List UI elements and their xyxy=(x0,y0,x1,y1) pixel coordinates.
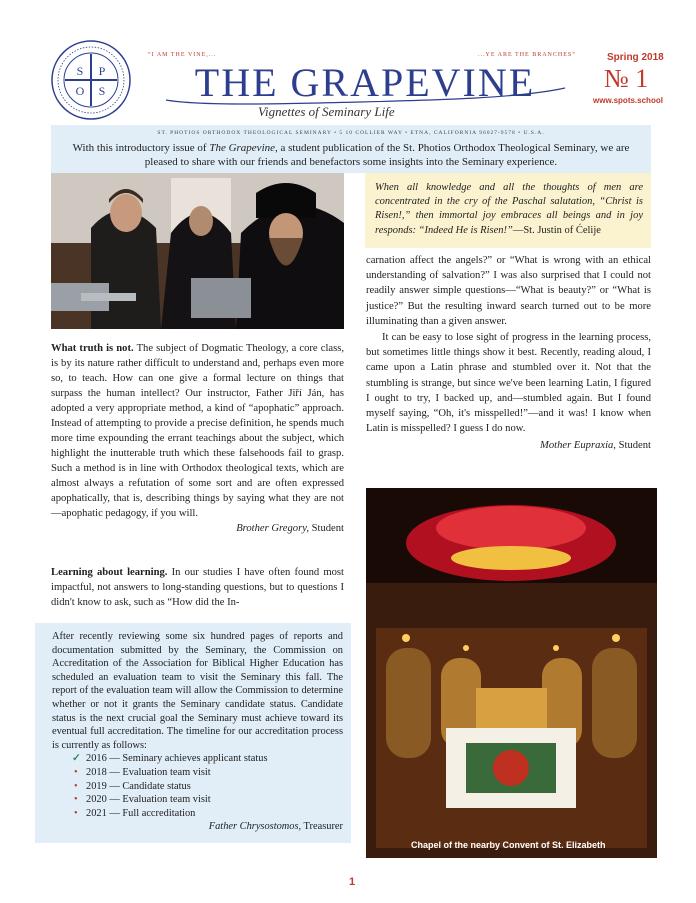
masthead-title xyxy=(160,58,570,106)
timeline-item: • 2019 — Candidate status xyxy=(74,780,191,792)
masthead-tagline-left: “I AM THE VINE,... xyxy=(148,52,217,58)
intro-band xyxy=(51,125,651,173)
timeline-item: ✓ 2016 — Seminary achieves applicant status xyxy=(72,753,268,765)
article-learning xyxy=(51,565,344,610)
timeline-item: • 2018 — Evaluation team visit xyxy=(74,766,211,778)
article-learning-body: In our studies I have often found most impactful, not answers to long-standing questions, but to questions I didn't know to ask, such as “How did the In- xyxy=(51,567,344,608)
seminary-address: ST. PHOTIOS ORTHODOX THEOLOGICAL SEMINARY • 5 10 COLLIER WAY • ETNA, CALIFORNIA 96027-9578 • U.S.A. xyxy=(157,130,545,136)
website-link[interactable]: www.spots.school xyxy=(593,96,663,105)
svg-text:S: S xyxy=(98,84,106,98)
chapel-photo xyxy=(366,488,657,858)
quote-box xyxy=(365,173,651,248)
article-truth xyxy=(51,341,344,536)
chapel-photo-image xyxy=(366,488,657,858)
photo-caption: Chapel of the nearby Convent of St. Elizabeth xyxy=(411,840,606,850)
bullet-icon: • xyxy=(74,766,78,778)
timeline-item: • 2020 — Evaluation team visit xyxy=(74,794,211,806)
article-learning-heading: Learning about learning. xyxy=(51,567,168,578)
accreditation-body: After recently reviewing some six hundred pages of reports and documentation submitted by the Seminary, the Commission on Accreditation of the Association for Biblical Higher Education has scheduled an evaluation team to visit the Seminary this fall. The report of the evaluation team will allow the Commission to determine whether or not it grants the Seminary candidate status. Candidate status is the next crucial goal the Seminary must achieve toward its eventual full accreditation. The timeline for our accreditation process is currently as follows: xyxy=(52,631,343,751)
timeline-item: • 2021 — Full accreditation xyxy=(74,807,196,819)
svg-text:S: S xyxy=(76,64,84,78)
article-learning-signature: Mother Eupraxia, Student xyxy=(540,440,651,452)
bullet-icon: • xyxy=(74,780,78,792)
svg-text:P: P xyxy=(98,64,106,78)
quote-text: When all knowledge and all the thoughts of men are concentrated in the cry of the Paschal salutation, “Christ is Risen!,” then immortal joy embraces all beings and in joy responds: “Indeed He is Risen!” xyxy=(375,182,643,236)
issue-season: Spring 2018 xyxy=(607,52,664,63)
classroom-photo xyxy=(51,173,344,329)
continued-paragraph-2: It can be easy to lose sight of progress in the learning process, but sometimes little things show it best. Recently, reading aloud, I came upon a Latin phrase and stumbled over it. Not that the stumbling is strange, but since we've been learning Latin, I figured I ought to try, I backed up, and—stumbled again. But I found myself saying, “Oh, it's misspelled!”—and it was! I know when Latin is misspelled? I guess I do now. xyxy=(366,332,651,435)
bullet-icon: • xyxy=(74,807,78,819)
article-truth-heading: What truth is not. xyxy=(51,343,134,354)
continued-paragraph-1: carnation affect the angels?” or “What is wrong with an ethical understanding of salvation?” I was also surprised that I could not readily answer simple questions—“What is beauty?” or “What is justice?” But the resulting inward search turned out to be more illuminating than a given answer. xyxy=(366,255,651,327)
accreditation-box xyxy=(35,623,351,843)
masthead-tagline-right: ...YE ARE THE BRANCHES” xyxy=(478,52,576,58)
masthead-subtitle: Vignettes of Seminary Life xyxy=(258,104,395,119)
intro-text: With this introductory issue of The Grapevine, a student publication of the St. Photios Orthodox Theological Seminary, we are pleased to share with our friends and benefactors some insights into the Seminary experience. xyxy=(72,142,630,168)
article-truth-body: The subject of Dogmatic Theology, a core class, is by its nature rather difficult to understand and, perhaps even more so, to teach. How can one give a formal lecture on things that surpass the human intellect? Our instructor, Father Jiří Ján, has adopted a very appropriate method, a kind of “apophatic” approach. Instead of attempting to provide a precise definition, he spends much more time expounding the errant teachings about the subject, which highlight the inutterable truth which these falsehoods fail to grasp. Such a method is in line with Orthodox theological texts, which are almost always a refutation of some sort and are often expressed apophatically, that is, describing things by saying what they are not—apophatic pedagogy, if you will. xyxy=(51,343,344,519)
svg-text:O: O xyxy=(75,84,85,98)
seminary-seal-logo xyxy=(51,40,131,120)
article-learning-continued xyxy=(366,253,651,454)
svg-text:THE GRAPEVINE: THE GRAPEVINE xyxy=(194,60,536,105)
issue-number: № 1 xyxy=(604,64,649,93)
bullet-icon: • xyxy=(74,794,78,806)
accreditation-timeline xyxy=(74,752,343,820)
accreditation-signature: Father Chrysostomos, Treasurer xyxy=(208,821,343,833)
checkmark-icon: ✓ xyxy=(72,753,81,765)
article-truth-signature: Brother Gregory, Student xyxy=(236,523,344,534)
quote-attribution: —St. Justin of Ćelije xyxy=(512,224,601,236)
page-number: 1 xyxy=(349,876,356,888)
